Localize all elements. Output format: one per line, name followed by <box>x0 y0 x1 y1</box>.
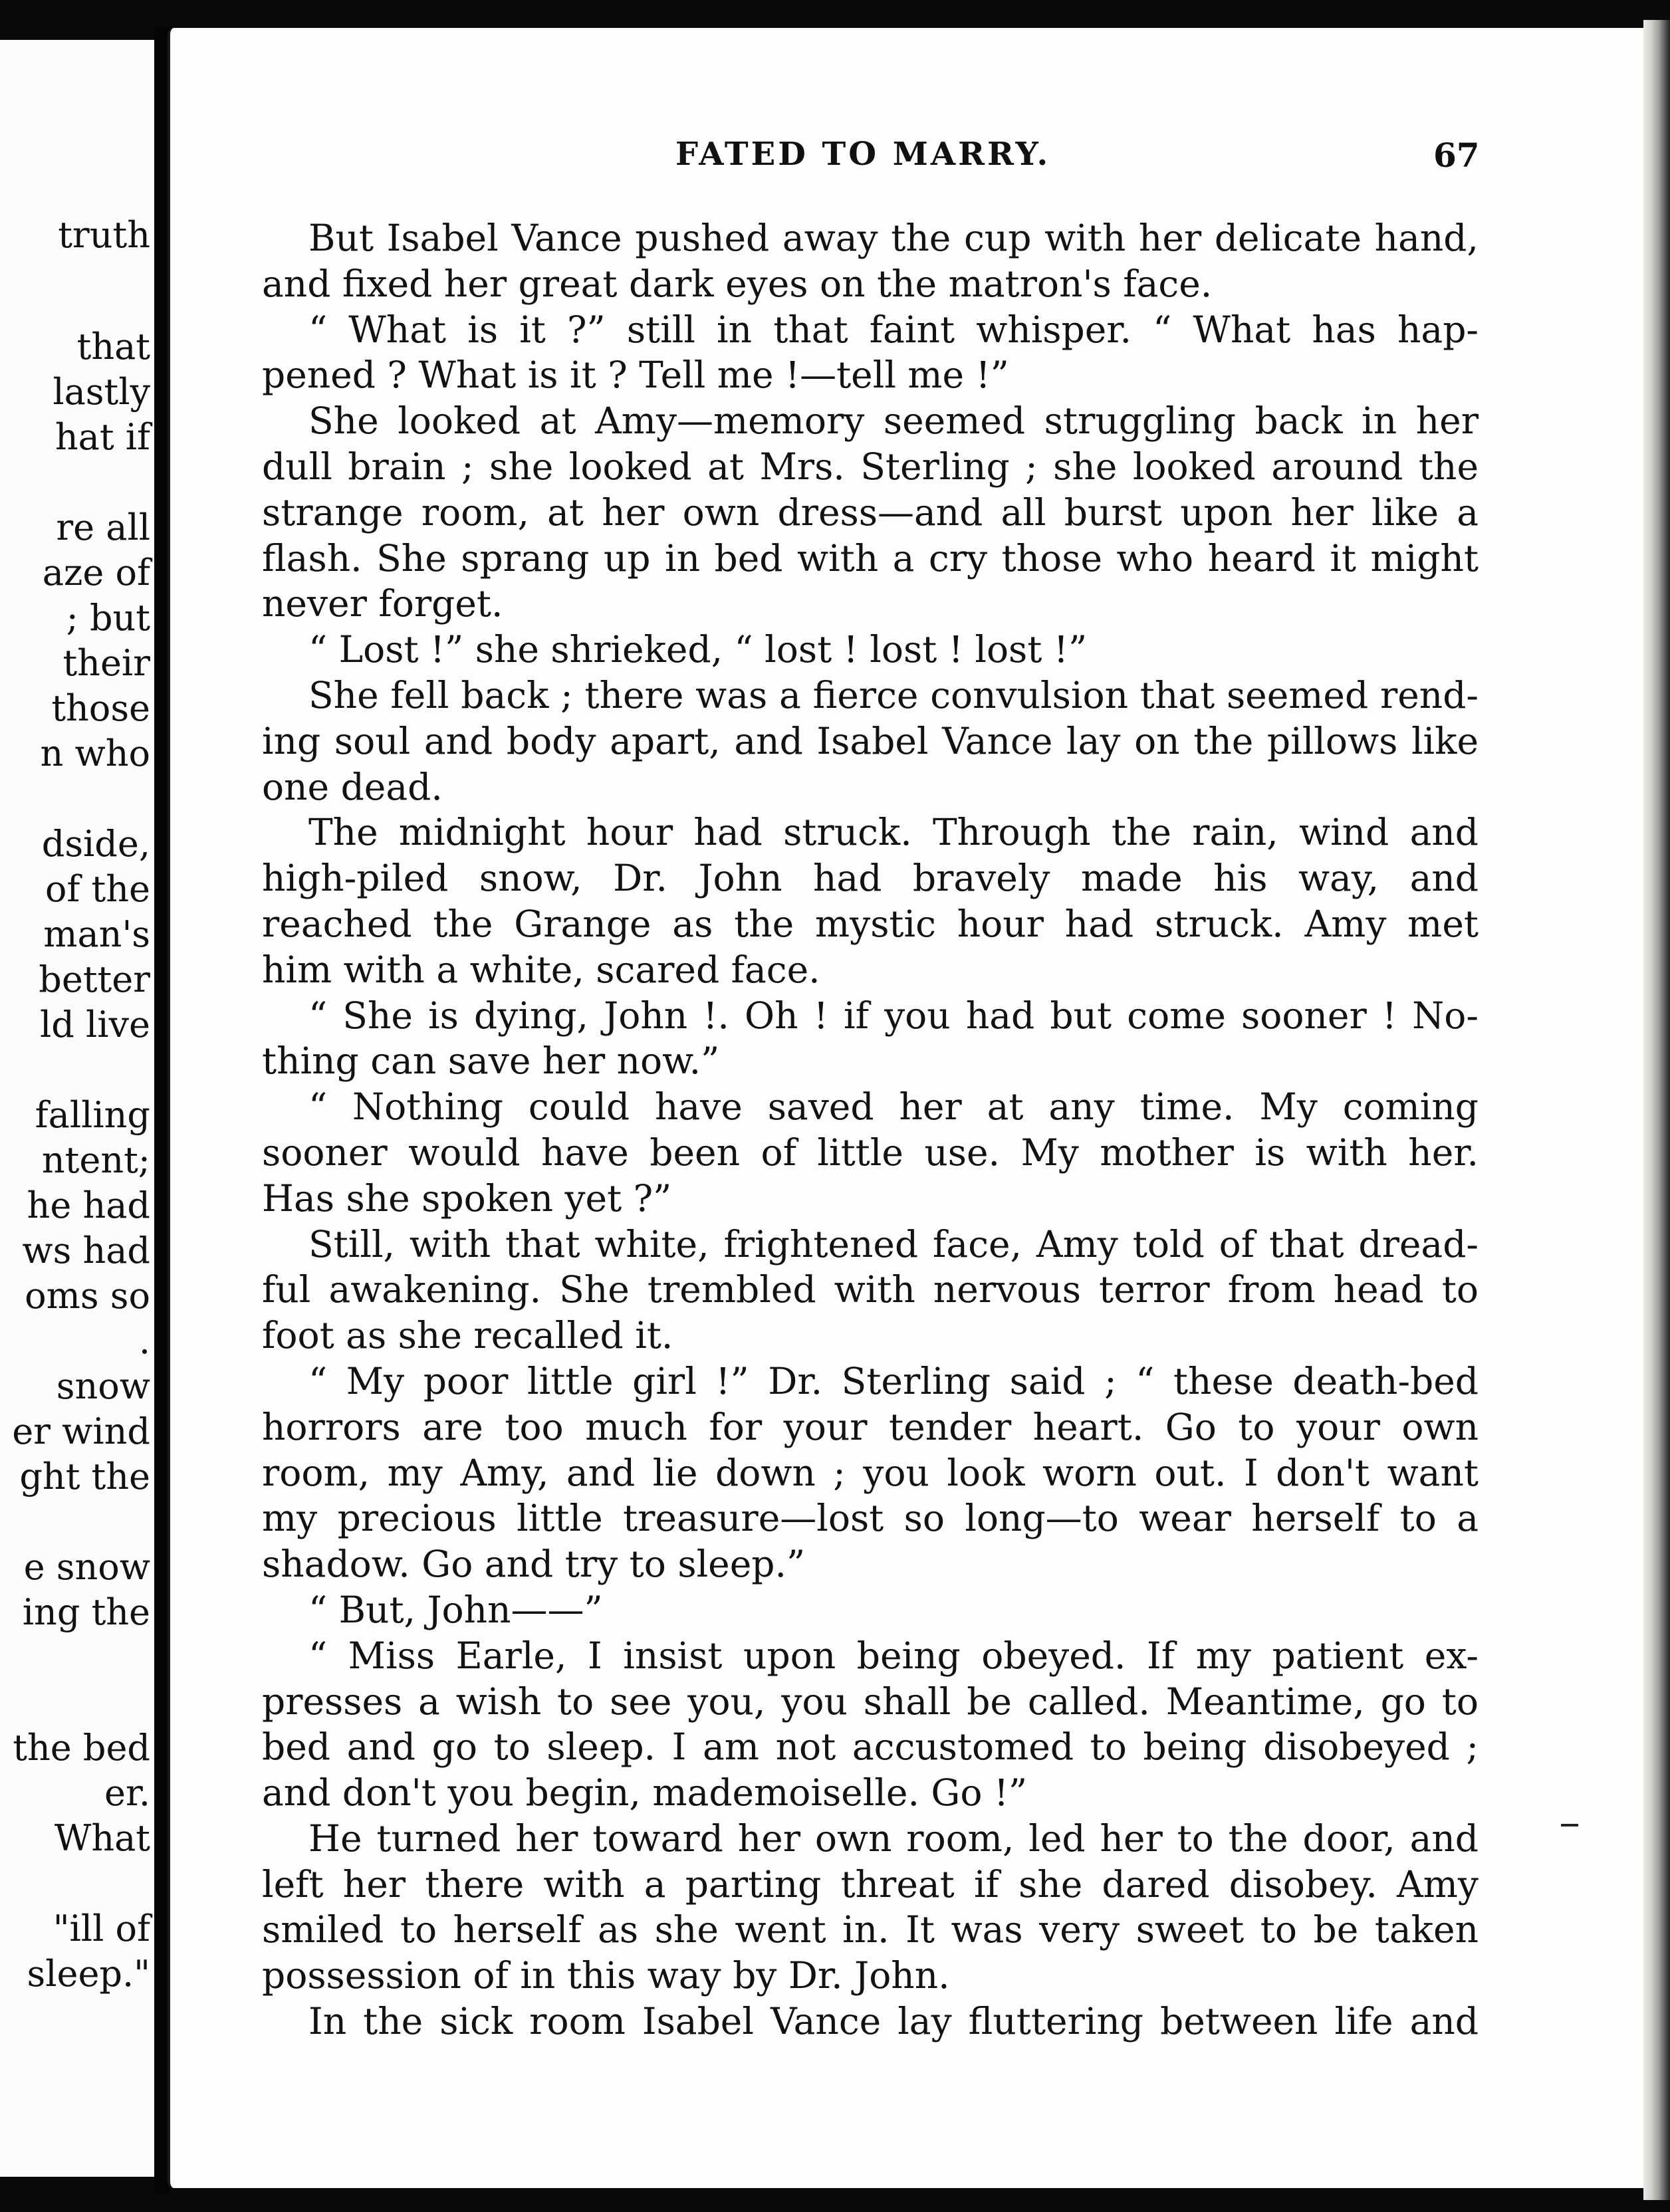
right-page <box>168 28 1646 2188</box>
left-fragment: ntent; <box>41 1139 150 1181</box>
page-edge <box>1643 20 1670 2200</box>
left-fragment: the bed <box>13 1727 150 1769</box>
text-line: ful awakening. She trembled with nervous terror from head to <box>262 1268 1479 1311</box>
left-fragment: those <box>51 687 150 729</box>
text-line: She fell back ; there was a fierce convulsion that seemed rend- <box>308 673 1479 717</box>
left-fragment: ing the <box>22 1591 150 1633</box>
text-line: high-piled snow, Dr. John had bravely made his way, and <box>262 857 1479 900</box>
text-line: foot as she recalled it. <box>262 1314 673 1357</box>
text-line: dull brain ; she looked at Mrs. Sterling ; she looked around the <box>262 445 1479 488</box>
text-line: The midnight hour had struck. Through the rain, wind and <box>308 811 1479 854</box>
left-fragment: hat if <box>55 416 150 458</box>
text-line: pened ? What is it ? Tell me !—tell me !” <box>262 354 1009 397</box>
text-line: smiled to herself as she went in. It was very sweet to be taken <box>262 1908 1479 1951</box>
running-head: FATED TO MARRY. <box>675 136 1051 173</box>
left-fragment: lastly <box>53 371 150 413</box>
text-line: never forget. <box>262 582 503 625</box>
left-fragment: sleep." <box>27 1953 150 1995</box>
text-line: him with a white, scared face. <box>262 948 820 991</box>
left-fragment: truth <box>58 214 150 256</box>
text-line: “ Lost !” she shrieked, “ lost ! lost ! lost !” <box>308 628 1088 671</box>
text-line: reached the Grange as the mystic hour had struck. Amy met <box>262 902 1479 945</box>
left-fragment: falling <box>35 1094 150 1136</box>
left-fragment: ld live <box>39 1004 150 1046</box>
text-line: left her there with a parting threat if she dared disobey. Amy <box>262 1862 1479 1906</box>
text-line: bed and go to sleep. I am not accustomed to being disobeyed ; <box>262 1725 1479 1769</box>
left-fragment: of the <box>45 868 150 910</box>
text-line: “ What is it ?” still in that faint whisper. “ What has hap- <box>308 308 1479 351</box>
text-line: ing soul and body apart, and Isabel Vance lay on the pillows like <box>262 719 1479 762</box>
text-line: my precious little treasure—lost so long—to wear herself to a <box>262 1497 1479 1540</box>
text-line: shadow. Go and try to sleep.” <box>262 1543 806 1586</box>
text-line: He turned her toward her own room, led her to the door, and <box>308 1817 1479 1860</box>
text-line: thing can save her now.” <box>262 1040 720 1083</box>
text-line: “ My poor little girl !” Dr. Sterling said ; “ these death-bed <box>308 1359 1479 1402</box>
left-fragment: What <box>54 1817 150 1859</box>
left-fragment: better <box>39 958 150 1000</box>
text-line: “ Miss Earle, I insist upon being obeyed. If my patient ex- <box>308 1634 1479 1677</box>
left-fragment: ; but <box>66 597 150 639</box>
text-line: In the sick room Isabel Vance lay fluttering between life and <box>308 2000 1479 2043</box>
text-line: and fixed her great dark eyes on the matron's face. <box>262 262 1213 305</box>
left-fragment: snow <box>56 1365 150 1407</box>
text-line: sooner would have been of little use. My mother is with her. <box>262 1131 1479 1174</box>
left-fragment: "ill of <box>53 1908 150 1949</box>
text-line: Still, with that white, frightened face, Amy told of that dread- <box>308 1222 1479 1266</box>
text-line: and don't you begin, mademoiselle. Go !” <box>262 1771 1028 1815</box>
left-fragment: . <box>138 1320 150 1362</box>
text-line: But Isabel Vance pushed away the cup with her delicate hand, <box>308 217 1479 259</box>
left-fragment: re all <box>56 506 150 548</box>
left-page <box>0 40 156 2177</box>
left-fragment: dside, <box>41 823 150 865</box>
text-line: “ Nothing could have saved her at any time. My coming <box>308 1085 1479 1129</box>
page-number: 67 <box>1433 136 1480 175</box>
left-fragment: aze of <box>42 552 150 594</box>
left-fragment: their <box>62 642 150 684</box>
left-fragment: n who <box>40 732 150 774</box>
text-line: horrors are too much for your tender heart. Go to your own <box>262 1405 1479 1448</box>
left-fragment: ght the <box>19 1456 150 1497</box>
left-fragment: ws had <box>22 1230 150 1272</box>
body-text <box>262 215 1479 2045</box>
left-fragment: man's <box>43 913 150 955</box>
text-line: Has she spoken yet ?” <box>262 1176 672 1220</box>
text-line: room, my Amy, and lie down ; you look worn out. I don't want <box>262 1451 1479 1494</box>
text-line: possession of in this way by Dr. John. <box>262 1954 950 1997</box>
left-fragment: oms so <box>25 1275 150 1317</box>
text-line: strange room, at her own dress—and all burst upon her like a <box>262 491 1479 534</box>
margin-mark <box>1561 1824 1578 1826</box>
text-line: one dead. <box>262 765 443 808</box>
page-header <box>170 136 1646 175</box>
left-fragment: e snow <box>23 1546 150 1588</box>
text-line: “ She is dying, John !. Oh ! if you had but come sooner ! No- <box>308 994 1479 1037</box>
text-line: She looked at Amy—memory seemed struggling back in her <box>308 399 1479 443</box>
text-line: presses a wish to see you, you shall be called. Meantime, go to <box>262 1680 1479 1723</box>
left-fragment: that <box>76 326 150 368</box>
left-fragment: er wind <box>12 1410 150 1452</box>
left-fragment: he had <box>27 1184 150 1226</box>
text-line: flash. She sprang up in bed with a cry those who heard it might <box>262 536 1479 580</box>
left-fragment: er. <box>104 1772 150 1814</box>
text-line: “ But, John——” <box>308 1588 603 1631</box>
